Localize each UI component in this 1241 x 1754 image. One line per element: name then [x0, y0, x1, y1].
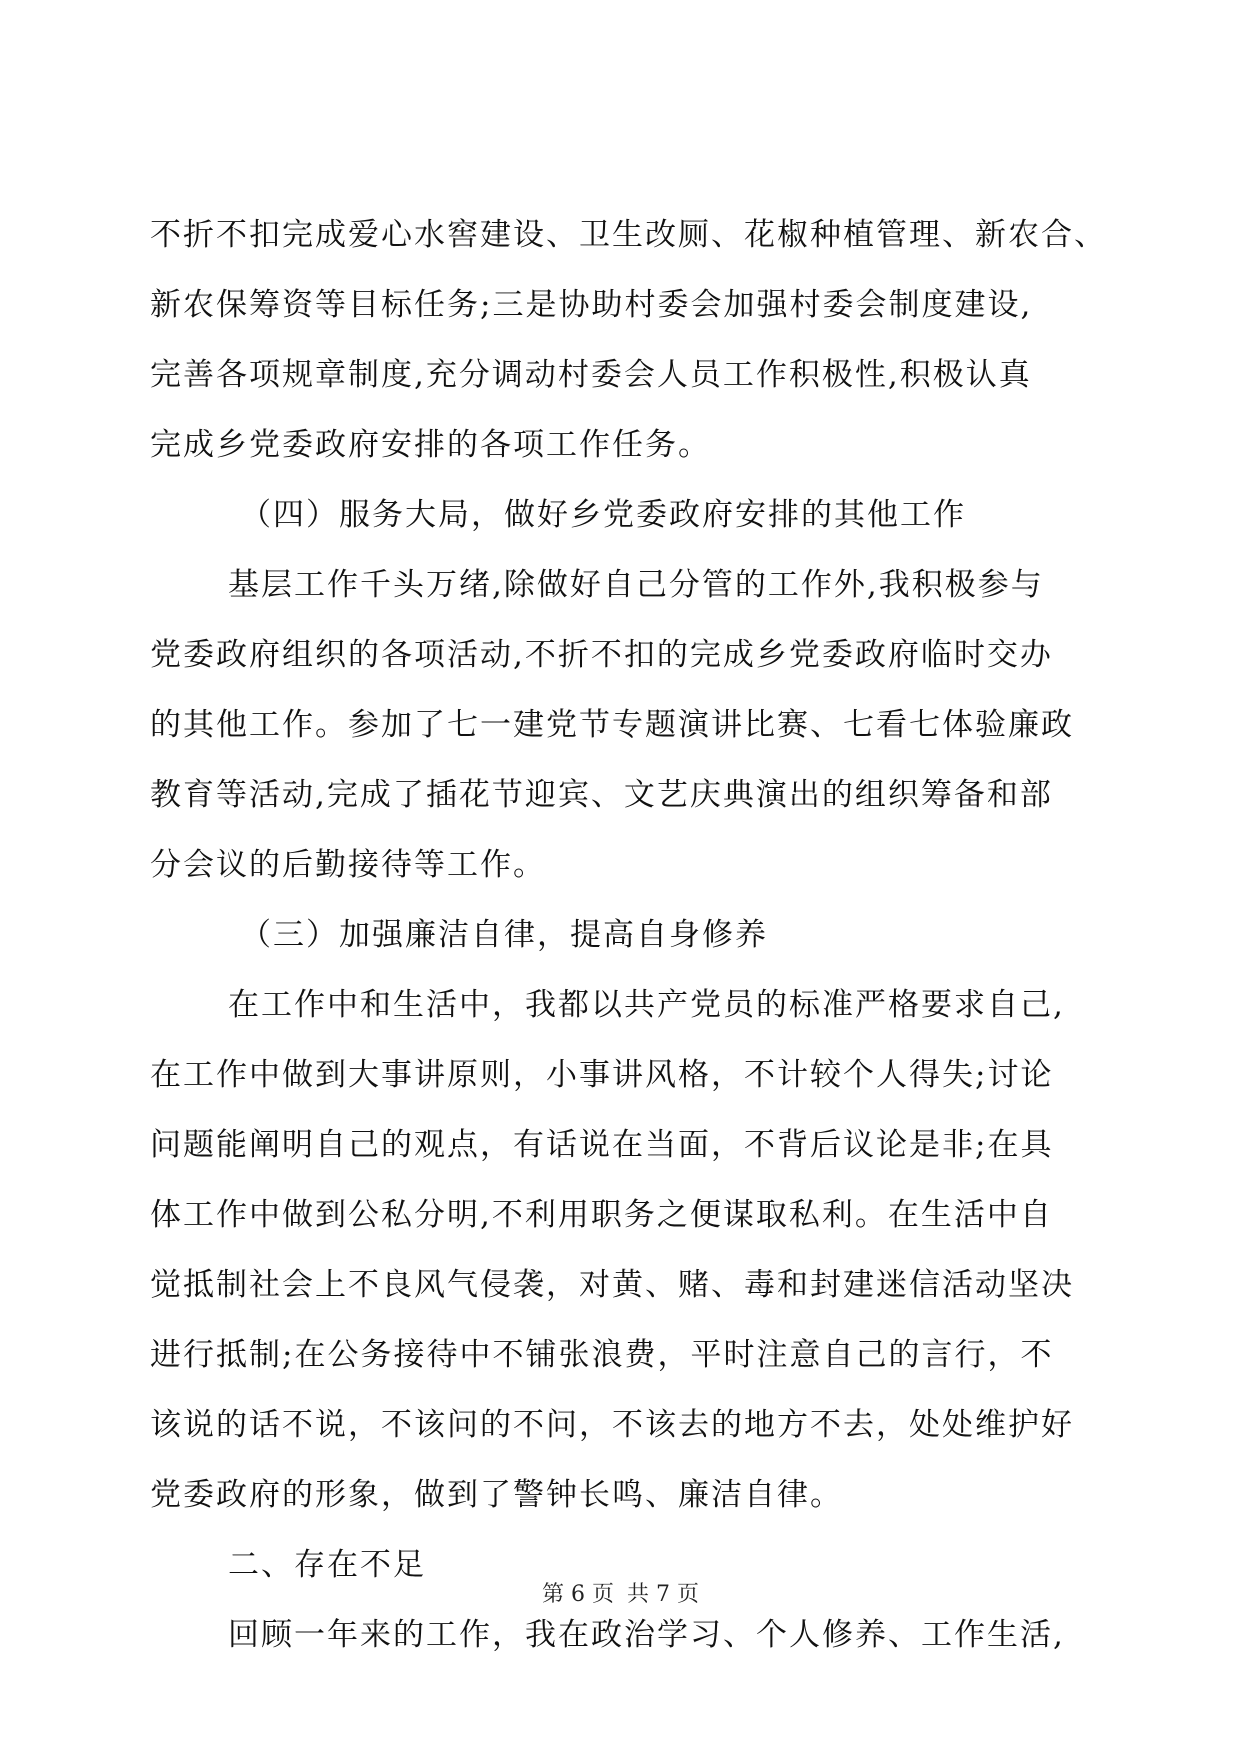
body-line: 完成乡党委政府安排的各项工作任务。 — [150, 427, 711, 463]
document-body — [150, 200, 1107, 1670]
paragraph-first-line: 回顾一年来的工作，我在政治学习、个人修养、工作生活, — [228, 1617, 1065, 1653]
body-line: 在工作中做到大事讲原则，小事讲风格，不计较个人得失;讨论 — [150, 1057, 1054, 1093]
page-number: 第 6 页 — [542, 1582, 614, 1607]
body-line: 新农保筹资等目标任务;三是协助村委会加强村委会制度建设, — [150, 287, 1033, 323]
paragraph-first-line: 基层工作千头万绪,除做好自己分管的工作外,我积极参与 — [228, 567, 1044, 603]
section-heading: 二、存在不足 — [228, 1547, 426, 1583]
page-footer — [0, 1580, 1241, 1610]
body-line: 不折不扣完成爱心水窖建设、卫生改厕、花椒种植管理、新农合、 — [150, 217, 1107, 253]
body-line: 的其他工作。参加了七一建党节专题演讲比赛、七看七体验廉政 — [150, 707, 1074, 743]
body-line: 该说的话不说，不该问的不问，不该去的地方不去，处处维护好 — [150, 1407, 1074, 1443]
body-line: 体工作中做到公私分明,不利用职务之便谋取私利。在生活中自 — [150, 1197, 1053, 1233]
body-line: 进行抵制;在公务接待中不铺张浪费，平时注意自己的言行，不 — [150, 1337, 1054, 1373]
body-line: 教育等活动,完成了插花节迎宾、文艺庆典演出的组织筹备和部 — [150, 777, 1053, 813]
body-line: 党委政府的形象，做到了警钟长鸣、廉洁自律。 — [150, 1477, 843, 1513]
body-line: 完善各项规章制度,充分调动村委会人员工作积极性,积极认真 — [150, 357, 1032, 393]
body-line: 分会议的后勤接待等工作。 — [150, 847, 546, 883]
body-line: 党委政府组织的各项活动,不折不扣的完成乡党委政府临时交办 — [150, 637, 1053, 673]
total-pages: 共 7 页 — [627, 1582, 699, 1607]
paragraph-first-line: 在工作中和生活中，我都以共产党员的标准严格要求自己, — [228, 987, 1065, 1023]
section-heading: （三）加强廉洁自律，提高自身修养 — [240, 917, 768, 953]
section-heading: （四）服务大局，做好乡党委政府安排的其他工作 — [240, 497, 966, 533]
body-line: 觉抵制社会上不良风气侵袭，对黄、赌、毒和封建迷信活动坚决 — [150, 1267, 1074, 1303]
body-line: 问题能阐明自己的观点，有话说在当面，不背后议论是非;在具 — [150, 1127, 1054, 1163]
